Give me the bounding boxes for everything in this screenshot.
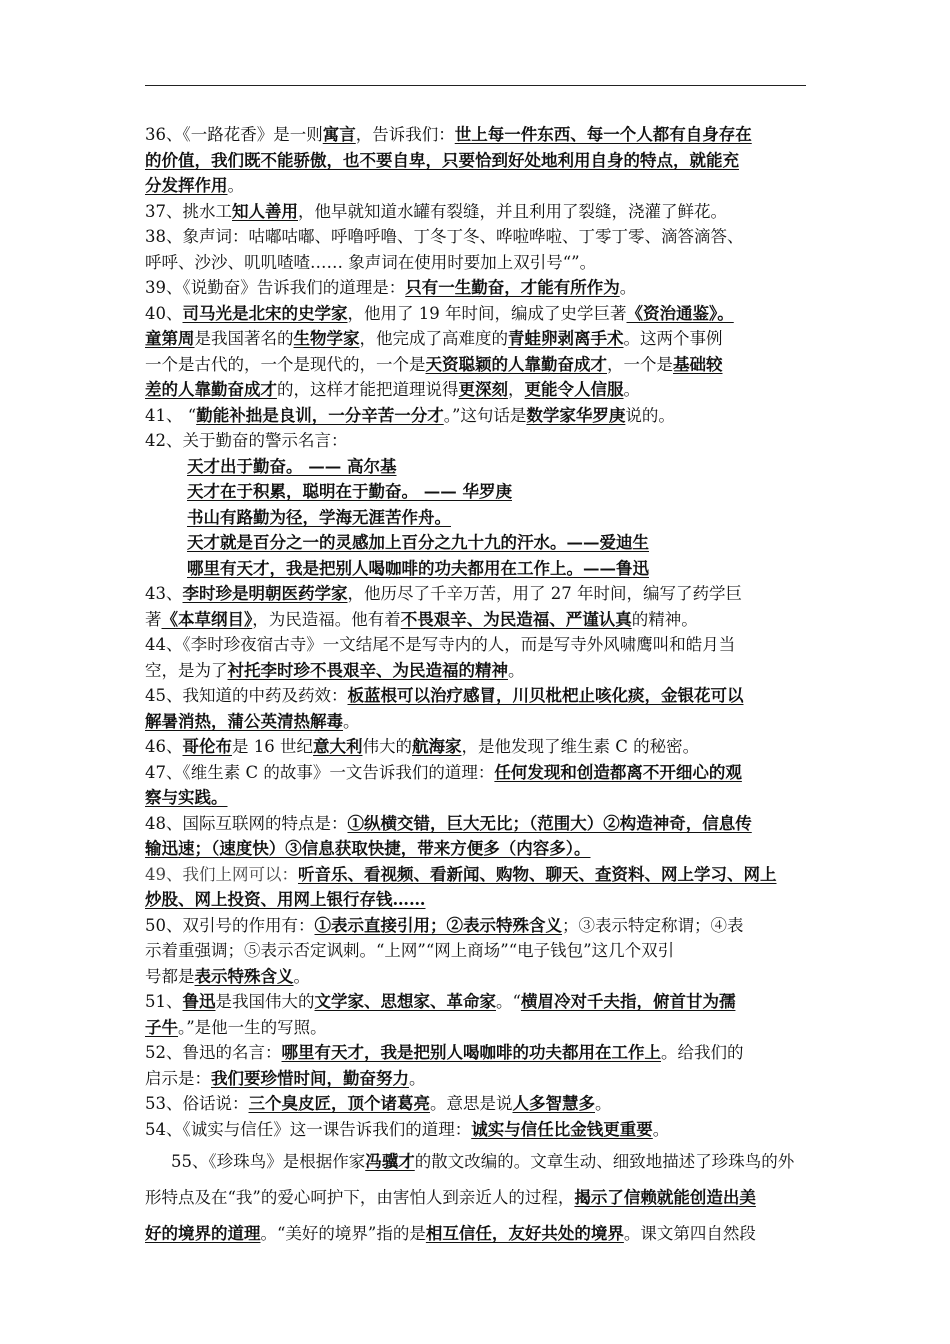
body-text: 。这两个事例 xyxy=(623,329,723,348)
body-text: 55、《珍珠鸟》是根据作家 xyxy=(171,1152,366,1171)
text-line xyxy=(145,377,811,403)
body-text: 49、我们上网可以： xyxy=(145,864,298,884)
key-point-text: 鲁迅 xyxy=(182,992,216,1011)
body-text: 说的。 xyxy=(625,405,675,425)
key-point-text: 基础较 xyxy=(673,354,723,374)
text-line xyxy=(145,734,811,760)
body-text: ，他历尽了千辛万苦，用了 27 年时间，编写了药学巨 xyxy=(347,584,742,603)
text-line xyxy=(145,938,811,964)
body-text: 41、 “ xyxy=(145,405,197,425)
body-text: ，一个是 xyxy=(607,354,673,374)
key-point-text: 冯骥才 xyxy=(365,1152,415,1171)
body-text: 50、双引号的作用有： xyxy=(145,915,315,935)
key-point-text: 表示特殊含义 xyxy=(194,966,294,986)
quote-text: 天才在于积累，聪明在于勤奋。 —— 华罗庚 xyxy=(187,482,512,501)
key-point-text: 不畏艰辛、为民造福、严谨认真 xyxy=(400,609,632,629)
text-line xyxy=(145,148,811,174)
body-text: ，他早就知道水罐有裂缝，并且利用了裂缝，浇灌了鲜花。 xyxy=(298,201,727,221)
key-point-text: 衬托李时珍不畏艰辛、为民造福的精神 xyxy=(227,660,508,680)
key-point-text: 横眉冷对千夫指，俯首甘为孺 xyxy=(520,992,736,1011)
key-point-text: ①表示直接引用；②表示特殊含义 xyxy=(314,915,562,935)
body-text: ，告诉我们： xyxy=(355,125,455,144)
text-line xyxy=(145,989,811,1015)
body-text: 37、挑水工 xyxy=(145,201,232,221)
body-text: 47、《维生素 C 的故事》一文告诉我们的道理： xyxy=(145,762,495,782)
key-point-text: 三个臭皮匠，顶个诸葛亮 xyxy=(248,1094,430,1113)
body-text: 号都是 xyxy=(145,966,195,986)
text-line xyxy=(145,658,811,684)
text-line xyxy=(145,275,811,301)
key-point-text: 《资治通鉴》。 xyxy=(626,303,734,323)
key-point-text: 揭示了信赖就能创造出美 xyxy=(574,1188,756,1207)
item-55-paragraph xyxy=(145,1144,811,1252)
key-point-text: 炒股、网上投资、用网上银行存钱…… xyxy=(145,890,426,909)
text-line xyxy=(145,811,811,837)
body-text: 形特点及在“我”的爱心呵护下，由害怕人到亲近人的过程， xyxy=(145,1188,575,1207)
quote-text: 书山有路勤为径，学海无涯苦作舟。 xyxy=(187,507,451,527)
body-text: 。”这句话是 xyxy=(443,405,527,425)
body-text: 空，是为了 xyxy=(145,660,228,680)
key-point-text: 我们要珍惜时间，勤奋努力 xyxy=(211,1068,409,1088)
header-rule xyxy=(145,85,806,86)
key-point-text: 知人善用 xyxy=(232,201,298,221)
text-line xyxy=(145,581,811,607)
key-point-text: 意大利 xyxy=(313,737,363,756)
body-text: 44、《李时珍夜宿古寺》一文结尾不是写寺内的人，而是写寺外风啸鹰叫和皓月当 xyxy=(145,635,736,654)
text-line xyxy=(145,836,811,862)
key-point-text: 童第周 xyxy=(145,329,195,348)
body-text: 。 xyxy=(343,711,360,731)
key-point-text: 哪里有天才，我是把别人喝咖啡的功夫都用在工作上 xyxy=(281,1043,661,1062)
text-line xyxy=(145,301,811,327)
key-point-text: 听音乐、看视频、看新闻、购物、聊天、查资料、网上学习、网上 xyxy=(298,864,777,884)
text-line xyxy=(145,862,811,888)
body-text: ，是他发现了维生素 C 的秘密。 xyxy=(461,737,700,756)
text-line xyxy=(145,1144,811,1180)
body-text: 48、国际互联网的特点是： xyxy=(145,813,348,833)
body-text: 示着重强调；⑤表示否定讽刺。“上网”“网上商场”“电子钱包”这几个双引 xyxy=(145,941,675,960)
key-point-text: 板蓝根可以治疗感冒，川贝枇杷止咳化痰，金银花可以 xyxy=(347,686,744,705)
text-line xyxy=(145,913,811,939)
body-text: 45、我知道的中药及药效： xyxy=(145,686,348,705)
body-text: 51、 xyxy=(145,992,183,1011)
text-line xyxy=(145,683,811,709)
key-point-text: 数学家华罗庚 xyxy=(526,405,626,425)
text-line xyxy=(145,199,811,225)
key-point-text: 李时珍是明朝医药学家 xyxy=(182,584,348,603)
text-line xyxy=(145,1180,811,1216)
text-line xyxy=(145,224,811,250)
body-text: 的散文改编的。文章生动、细致地描述了珍珠鸟的外 xyxy=(414,1152,795,1171)
text-line xyxy=(145,1216,811,1252)
body-text: 42、关于勤奋的警示名言： xyxy=(145,431,348,450)
body-text: 的，这样才能把道理说得 xyxy=(277,380,459,399)
text-line xyxy=(145,760,811,786)
text-line xyxy=(145,1066,811,1092)
text-line xyxy=(145,607,811,633)
text-line xyxy=(145,709,811,735)
document-body xyxy=(145,122,811,1252)
body-text: ，他完成了高难度的 xyxy=(359,329,508,348)
diligence-quotes xyxy=(145,454,811,582)
body-text: 是 16 世纪 xyxy=(232,737,313,756)
body-text: 。“美好的境界”指的是 xyxy=(260,1224,426,1243)
body-text: 36、《一路花香》是一则 xyxy=(145,125,323,144)
key-point-text: 《本草纲目》 xyxy=(161,609,253,629)
key-point-text: 只有一生勤奋，才能有所作为 xyxy=(405,278,620,297)
text-line xyxy=(145,173,811,199)
text-line xyxy=(145,1040,811,1066)
key-point-text: 人多智慧多 xyxy=(512,1094,595,1113)
key-point-text: 航海家 xyxy=(412,737,462,756)
key-point-text: 诚实与信任比金钱更重要 xyxy=(471,1119,653,1139)
body-text: 著 xyxy=(145,609,162,629)
key-point-text: 生物学家 xyxy=(293,329,360,348)
items-36-42 xyxy=(145,122,811,454)
quote-line xyxy=(145,530,811,556)
key-point-text: 青蛙卵剥离手术 xyxy=(508,329,624,348)
key-point-text: 世上每一件东西、每一个人都有自身存在 xyxy=(454,125,752,144)
text-line xyxy=(145,122,811,148)
body-text: 。 xyxy=(623,380,640,399)
quote-text: 哪里有天才，我是把别人喝咖啡的功夫都用在工作上。——鲁迅 xyxy=(187,558,649,578)
quote-text: 天才就是百分之一的灵感加上百分之九十九的汗水。——爱迪生 xyxy=(187,533,649,552)
body-text: 。 xyxy=(227,176,244,195)
key-point-text: 更能令人信服 xyxy=(524,380,624,399)
key-point-text: 的价值，我们既不能骄傲，也不要自卑，只要恰到好处地利用自身的特点，就能充 xyxy=(145,150,739,170)
body-text: 一个是古代的，一个是现代的，一个是 xyxy=(145,354,426,374)
text-line xyxy=(145,403,811,429)
body-text: ，为民造福。他有着 xyxy=(252,609,401,629)
body-text: 伟大的 xyxy=(362,737,412,756)
key-point-text: 输迅速；（速度快）③信息获取快捷，带来方便多（内容多）。 xyxy=(145,839,591,858)
quote-line xyxy=(145,556,811,582)
body-text: 43、 xyxy=(145,584,183,603)
body-text: 54、《诚实与信任》这一课告诉我们的道理： xyxy=(145,1119,472,1139)
key-point-text: 文学家、思想家、革命家 xyxy=(314,992,496,1011)
text-line xyxy=(145,352,811,378)
body-text: 的精神。 xyxy=(631,609,698,629)
body-text: ，他用了 19 年时间，编成了史学巨著 xyxy=(347,303,627,323)
key-point-text: 任何发现和创造都离不开细心的观 xyxy=(494,762,742,782)
key-point-text: 司马光是北宋的史学家 xyxy=(182,303,348,323)
body-text: 39、《说勤奋》告诉我们的道理是： xyxy=(145,278,406,297)
body-text: 。 xyxy=(652,1119,670,1139)
text-line xyxy=(145,785,811,811)
key-point-text: 子牛 xyxy=(145,1017,178,1037)
body-text: 。意思是说 xyxy=(430,1094,513,1113)
text-line xyxy=(145,1117,811,1143)
key-point-text: 解暑消热，蒲公英清热解毒 xyxy=(145,711,343,731)
body-text: 呼呼、沙沙、叽叽喳喳…… 象声词在使用时要加上双引号“”。 xyxy=(145,252,597,272)
key-point-text: 哥伦布 xyxy=(182,737,232,756)
body-text: 46、 xyxy=(145,737,183,756)
body-text: 启示是： xyxy=(145,1068,211,1088)
body-text: 。 xyxy=(293,966,310,986)
body-text: 。 xyxy=(619,278,637,297)
body-text: 52、鲁迅的名言： xyxy=(145,1043,282,1062)
items-43-54 xyxy=(145,581,811,1142)
text-line xyxy=(145,1015,811,1041)
key-point-text: 天资聪颖的人靠勤奋成才 xyxy=(425,354,607,374)
key-point-text: 分发挥作用 xyxy=(145,176,228,195)
text-line xyxy=(145,964,811,990)
body-text: 是我国伟大的 xyxy=(215,992,315,1011)
body-text: 。 xyxy=(595,1094,612,1113)
body-text: 是我国著名的 xyxy=(194,329,294,348)
body-text: 。“ xyxy=(496,992,521,1011)
key-point-text: 更深刻 xyxy=(458,380,508,399)
quote-line xyxy=(145,454,811,480)
body-text: 38、象声词：咕嘟咕嘟、呼噜呼噜、丁冬丁冬、哗啦哗啦、丁零丁零、滴答滴答、 xyxy=(145,227,744,246)
key-point-text: 相互信任，友好共处的境界 xyxy=(425,1224,624,1243)
body-text: 40、 xyxy=(145,303,183,323)
text-line xyxy=(145,632,811,658)
text-line xyxy=(145,1091,811,1117)
body-text: ；③表示特定称谓；④表 xyxy=(562,915,744,935)
body-text: 53、俗话说： xyxy=(145,1094,249,1113)
quote-text: 天才出于勤奋。 —— 高尔基 xyxy=(187,456,397,476)
quote-line xyxy=(145,505,811,531)
key-point-text: 好的境界的道理 xyxy=(145,1224,261,1243)
key-point-text: ①纵横交错，巨大无比；（范围大）②构造神奇，信息传 xyxy=(347,813,752,833)
quote-line xyxy=(145,479,811,505)
body-text: ， xyxy=(508,380,525,399)
body-text: 。”是他一生的写照。 xyxy=(178,1017,327,1037)
text-line xyxy=(145,326,811,352)
body-text: 。 xyxy=(409,1068,426,1088)
key-point-text: 寓言 xyxy=(322,125,356,144)
text-line xyxy=(145,428,811,454)
key-point-text: 勤能补拙是良训，一分辛苦一分才 xyxy=(196,405,444,425)
key-point-text: 差的人靠勤奋成才 xyxy=(145,380,277,399)
body-text: 。 xyxy=(508,660,525,680)
text-line xyxy=(145,250,811,276)
body-text: 。给我们的 xyxy=(661,1043,744,1062)
key-point-text: 察与实践。 xyxy=(145,788,228,807)
text-line xyxy=(145,887,811,913)
body-text: 。课文第四自然段 xyxy=(623,1224,756,1243)
